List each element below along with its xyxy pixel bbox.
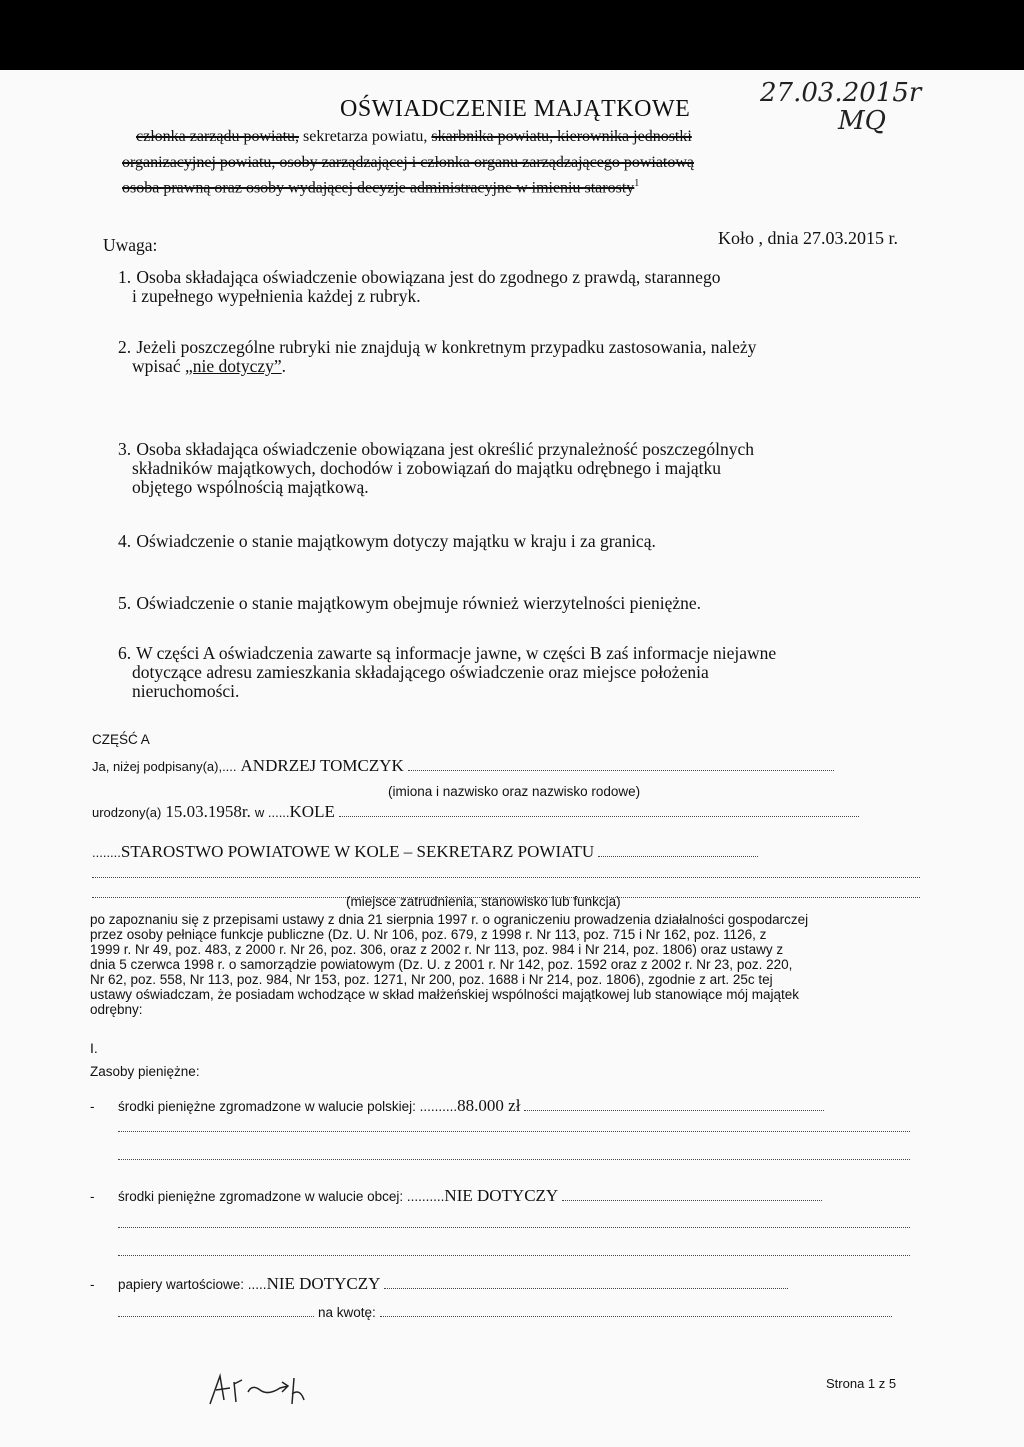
dotted-line [118,1130,910,1132]
section-number: I. [90,1040,98,1056]
dotted-line [562,1200,822,1201]
signed-line [92,756,918,776]
item-number: 2. [118,337,132,357]
birth-line [92,802,922,822]
pln-row [90,1096,920,1116]
dotted-line [118,1316,314,1317]
item-number: 1. [118,267,132,287]
header-line-3 [122,178,639,197]
legal-line: po zapoznaniu się z przepisami ustawy z dnia 21 sierpnia 1997 r. o ograniczeniu prowadzenia działalności gospodarczej [90,912,809,927]
list-dash: - [90,1189,95,1204]
struck-text: skarbnika powiatu, kierownika jednostki [431,128,692,145]
legal-line: dnia 5 czerwca 1998 r. o samorządzie powiatowym (Dz. U. z 2001 r. Nr 142, poz. 1592 oraz z 2002 r. Nr 23, poz. 220, [90,957,793,972]
item-text: wpisać [132,356,185,376]
header-line-1 [136,128,692,146]
resources-label: Zasoby pieniężne: [90,1064,200,1079]
dotted-line [384,1288,788,1289]
struck-text: osoba prawną oraz osoby wydającej decyzje administracyjne w imieniu starosty [122,179,635,197]
item-text: W części A oświadczenia zawarte są informacje jawne, w części B zaś informacje niejawne [136,643,777,663]
signature [208,1370,328,1410]
workplace-hint: (miejsce zatrudnienia, stanowisko lub funkcja) [346,894,621,909]
workplace-line [92,842,922,862]
signed-label: Ja, niżej podpisany(a),.... [92,759,237,774]
dotted-line [524,1110,824,1111]
born-label: urodzony(a) [92,805,162,820]
notice-item-3 [118,440,938,497]
pln-value: 88.000 zł [457,1096,521,1115]
dotted-line [408,770,834,771]
item-text: Osoba składająca oświadczenie obowiązana jest określić przynależność poszczególnych [136,439,754,459]
handwritten-initials: MQ [838,106,886,136]
amount-label: na kwotę: [318,1305,376,1320]
handwritten-date: 27.03.2015r [760,78,922,108]
item-number: 3. [118,439,132,459]
place-date: Koło , dnia 27.03.2015 r. [718,228,898,248]
item-text: dotyczące adresu zamieszkania składającego oświadczenie oraz miejsce położenia [132,662,709,682]
scan-dark-band [0,0,1024,70]
born-in-label: w ...... [254,805,290,820]
dotted-line [118,1158,910,1160]
list-dash: - [90,1277,95,1292]
foreign-label: środki pieniężne zgromadzone w walucie obcej: .......... [118,1189,445,1204]
item-number: 4. [118,531,132,551]
legal-line: 1999 r. Nr 49, poz. 483, z 2000 r. Nr 26, poz. 306, oraz z 2002 r. Nr 113, poz. 984 i Nr 214, poz. 1806) oraz ustawy z [90,942,784,957]
dotted-line [118,1226,910,1228]
struck-text: członka zarządu powiatu, [136,128,300,145]
securities-label: papiery wartościowe: ..... [118,1277,267,1292]
item-text: i zupełnego wypełnienia każdej z rubryk. [132,286,421,306]
notice-item-2 [118,338,938,376]
legal-paragraph [90,912,930,1017]
dotted-line [118,1254,910,1256]
footnote-mark: 1 [634,178,640,189]
legal-line: ustawy oświadczam, że posiadam wchodzące w skład małżeńskiej wspólności majątkowej lub stanowiące mój majątek [90,987,800,1002]
struck-text: organizacyjnej powiatu, osoby zarządzającej i członka organu zarządzającego powiatową [122,154,695,171]
item-text: nieruchomości. [132,681,240,701]
item-number: 6. [118,643,132,663]
securities-row [90,1274,920,1294]
securities-value: NIE DOTYCZY [266,1274,381,1293]
notice-label: Uwaga: [103,235,158,255]
legal-line: odrębny: [90,1002,143,1017]
notice-item-5 [118,594,938,613]
item-text: Oświadczenie o stanie majątkowym obejmuje również wierzytelności pieniężne. [136,593,702,613]
item-text: Osoba składająca oświadczenie obowiązana jest do zgodnego z prawdą, starannego [136,267,721,287]
item-text: objętego wspólnością majątkową. [132,477,369,497]
workplace-prefix: ........ [92,845,121,860]
dotted-line [598,856,758,857]
item-text: „nie dotyczy” [184,356,282,376]
part-a-heading: CZĘŚĆ A [92,732,150,747]
header-line-2 [122,154,694,172]
item-text: . [281,356,287,376]
notice-item-4 [118,532,938,551]
notice-item-6 [118,644,948,701]
foreign-value: NIE DOTYCZY [444,1186,559,1205]
dotted-line [380,1316,892,1317]
birth-date: 15.03.1958r. [165,802,251,821]
document-title: OŚWIADCZENIE MAJĄTKOWE [340,96,691,122]
kept-text: sekretarza powiatu, [299,128,432,145]
list-dash: - [90,1099,95,1114]
item-number: 5. [118,593,132,613]
birth-place: KOLE [289,802,335,821]
notice-item-1 [118,268,938,306]
item-text: Oświadczenie o stanie majątkowym dotyczy majątku w kraju i za granicą. [136,531,656,551]
foreign-row [90,1186,920,1206]
page-number: Strona 1 z 5 [826,1376,897,1391]
amount-row [118,1304,918,1322]
declarant-name: ANDRZEJ TOMCZYK [240,756,404,775]
dotted-line [92,876,920,878]
legal-line: Nr 62, poz. 558, Nr 113, poz. 984, Nr 153, poz. 1271, Nr 200, poz. 1688 i Nr 214, poz. 1806), zgodnie z art. 25c tej [90,972,773,987]
legal-line: przez osoby pełniące funkcje publiczne (Dz. U. Nr 106, poz. 679, z 1998 r. Nr 113, poz. 715 i Nr 162, poz. 1126, z [90,927,767,942]
item-text: składników majątkowych, dochodów i zobowiązań do majątku odrębnego i majątku [132,458,722,478]
workplace: STAROSTWO POWIATOWE W KOLE – SEKRETARZ POWIATU [120,842,595,861]
item-text: Jeżeli poszczególne rubryki nie znajdują w konkretnym przypadku zastosowania, należy [136,337,757,357]
pln-label: środki pieniężne zgromadzone w walucie polskiej: .......... [118,1099,458,1114]
name-hint: (imiona i nazwisko oraz nazwisko rodowe) [388,784,641,799]
dotted-line [339,816,859,817]
